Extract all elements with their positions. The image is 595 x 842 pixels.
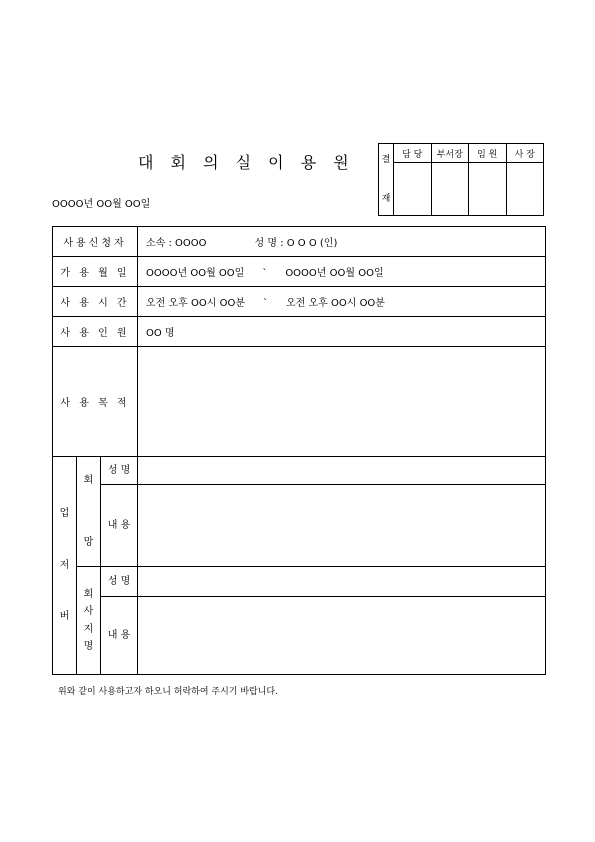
applicant-affiliation: 소속 : OOOO [146,238,207,249]
time-label: 사 용 시 간 [53,287,138,317]
group1-label [77,457,101,567]
group1-content-field[interactable] [138,485,546,567]
group2-content-field[interactable] [138,597,546,675]
group1-label-char-1: 회 [83,475,94,486]
group2-label-char-4: 명 [83,641,94,652]
time-from: 오전 오후 OO시 OO분 [146,298,245,309]
form-title: 대 회 의 실 이 용 원 [138,153,355,172]
date-label: 가 용 월 일 [53,257,138,287]
time-separator: ` [262,298,268,309]
people-field[interactable]: OO 명 [138,317,546,347]
time-to: 오전 오후 OO시 OO분 [285,298,385,309]
group2-name-field[interactable] [138,567,546,597]
date-from: OOOO년 OO월 OO일 [146,268,245,279]
group2-content-label: 내 용 [101,597,138,675]
group2-label-char-1: 회 [83,588,94,600]
footer-note: 위와 같이 사용하고자 하오니 허락하여 주시기 바랍니다. [58,687,278,697]
approval-box [378,143,544,216]
date-to: OOOO년 OO월 OO일 [285,268,384,279]
approval-sign-staff[interactable] [394,163,432,216]
approval-sign-executive[interactable] [469,163,507,216]
work-label-char-2: 저 [59,559,70,571]
group1-name-field[interactable] [138,457,546,485]
document-date: OOOO년 OO월 OO일 [52,199,151,210]
date-field[interactable] [138,257,546,287]
approval-sign-president[interactable] [506,163,544,216]
work-label [53,457,77,675]
time-field[interactable] [138,287,546,317]
group2-label-char-2: 사 [83,606,94,617]
group1-content-label: 내 용 [101,485,138,567]
approval-side-label-top: 결 [381,154,391,165]
approval-header-staff: 담 당 [394,144,432,163]
date-separator: ` [262,268,268,279]
approval-side-label [379,144,394,216]
applicant-field[interactable] [138,227,546,257]
purpose-label: 사 용 목 적 [53,347,138,457]
approval-side-label-bottom: 재 [381,193,391,204]
group2-label [77,567,101,675]
group2-name-label: 성 명 [101,567,138,597]
approval-sign-dept-head[interactable] [431,163,469,216]
purpose-field[interactable] [138,347,546,457]
people-label: 사 용 인 원 [53,317,138,347]
approval-header-president: 사 장 [506,144,544,163]
group2-label-char-3: 지 [83,623,94,635]
work-label-char-3: 버 [59,611,70,623]
work-label-char-1: 업 [59,508,70,520]
usage-form [52,226,546,675]
group1-label-char-2: 망 [83,536,94,548]
applicant-label: 사용신청자 [53,227,138,257]
approval-header-executive: 임 원 [469,144,507,163]
approval-header-dept-head: 부서장 [431,144,469,163]
applicant-name: 성 명 : O O O (인) [254,238,338,249]
group1-name-label: 성 명 [101,457,138,485]
